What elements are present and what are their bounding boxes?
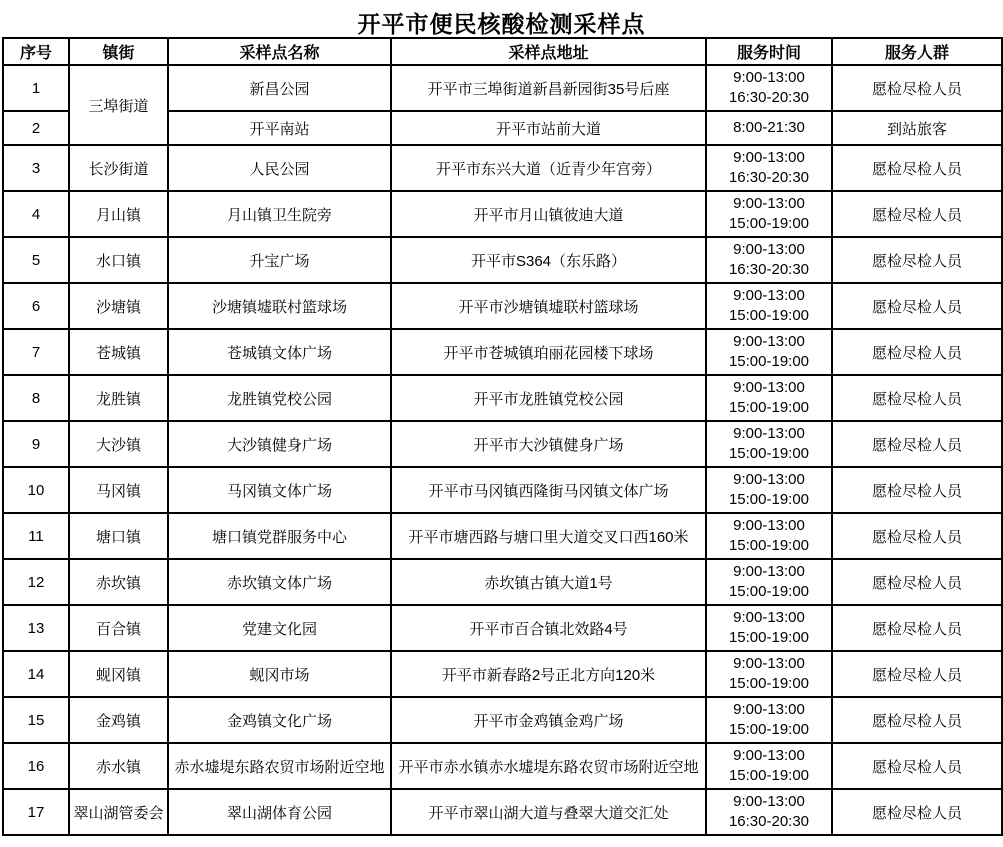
site-address-cell: 赤坎镇古镇大道1号 [391,559,706,605]
service-time-cell [706,191,832,237]
service-time-line: 9:00-13:00 [733,379,805,396]
service-time-cell [706,651,832,697]
site-name-cell: 开平南站 [168,111,391,145]
site-name-cell: 苍城镇文体广场 [168,329,391,375]
row-number-cell: 10 [3,467,69,513]
column-header-time: 服务时间 [706,38,832,65]
row-number-cell: 2 [3,111,69,145]
service-group-cell: 愿检尽检人员 [832,697,1002,743]
service-time-cell [706,145,832,191]
service-time-line: 15:00-19:00 [728,399,810,416]
service-time-line: 15:00-19:00 [728,537,810,554]
town-cell: 赤坎镇 [69,559,168,605]
service-group-cell: 愿检尽检人员 [832,651,1002,697]
town-cell: 金鸡镇 [69,697,168,743]
service-time-line: 9:00-13:00 [733,333,805,350]
service-group-cell: 愿检尽检人员 [832,605,1002,651]
service-time-line: 15:00-19:00 [728,675,810,692]
site-name-cell: 赤坎镇文体广场 [168,559,391,605]
service-time-line: 16:30-20:30 [728,89,810,106]
service-time-line: 15:00-19:00 [728,445,810,462]
service-time-line: 9:00-13:00 [733,241,805,258]
town-cell: 沙塘镇 [69,283,168,329]
service-time-line: 9:00-13:00 [733,425,805,442]
site-address-cell: 开平市赤水镇赤水墟堤东路农贸市场附近空地 [391,743,706,789]
service-group-cell: 愿检尽检人员 [832,743,1002,789]
service-time-cell [706,513,832,559]
table-row [3,697,1002,743]
town-cell: 长沙街道 [69,145,168,191]
service-time-line: 16:30-20:30 [728,813,810,830]
table-row [3,237,1002,283]
row-number-cell: 7 [3,329,69,375]
sampling-sites-table [2,37,1003,836]
table-row [3,559,1002,605]
service-group-cell: 愿检尽检人员 [832,191,1002,237]
site-address-cell: 开平市马冈镇西隆街马冈镇文体广场 [391,467,706,513]
row-number-cell: 14 [3,651,69,697]
service-time-cell [706,111,832,145]
service-time-line: 15:00-19:00 [728,491,810,508]
row-number-cell: 9 [3,421,69,467]
site-address-cell: 开平市百合镇北效路4号 [391,605,706,651]
service-time-cell [706,375,832,421]
service-time-line: 15:00-19:00 [728,353,810,370]
table-row [3,513,1002,559]
service-group-cell: 愿检尽检人员 [832,467,1002,513]
service-time-line: 15:00-19:00 [728,307,810,324]
town-cell: 翠山湖管委会 [69,789,168,835]
service-time-line: 9:00-13:00 [733,517,805,534]
site-name-cell: 大沙镇健身广场 [168,421,391,467]
service-time-cell [706,65,832,111]
column-header-town: 镇街 [69,38,168,65]
site-name-cell: 党建文化园 [168,605,391,651]
table-row [3,283,1002,329]
site-name-cell: 月山镇卫生院旁 [168,191,391,237]
town-cell: 龙胜镇 [69,375,168,421]
site-name-cell: 马冈镇文体广场 [168,467,391,513]
service-time-cell [706,329,832,375]
service-group-cell: 愿检尽检人员 [832,513,1002,559]
service-group-cell: 愿检尽检人员 [832,237,1002,283]
service-time-line: 9:00-13:00 [733,655,805,672]
town-cell: 塘口镇 [69,513,168,559]
site-address-cell: 开平市S364（东乐路） [391,237,706,283]
service-time-line: 9:00-13:00 [733,149,805,166]
site-address-cell: 开平市龙胜镇党校公园 [391,375,706,421]
town-cell: 大沙镇 [69,421,168,467]
site-address-cell: 开平市站前大道 [391,111,706,145]
service-time-line: 15:00-19:00 [728,629,810,646]
column-header-name: 采样点名称 [168,38,391,65]
row-number-cell: 3 [3,145,69,191]
service-time-line: 15:00-19:00 [728,721,810,738]
service-time-line: 15:00-19:00 [728,767,810,784]
site-name-cell: 龙胜镇党校公园 [168,375,391,421]
service-group-cell: 愿检尽检人员 [832,789,1002,835]
site-name-cell: 塘口镇党群服务中心 [168,513,391,559]
service-time-cell [706,743,832,789]
site-name-cell: 赤水墟堤东路农贸市场附近空地 [168,743,391,789]
table-header-row [3,38,1002,65]
site-name-cell: 人民公园 [168,145,391,191]
service-group-cell: 愿检尽检人员 [832,283,1002,329]
row-number-cell: 16 [3,743,69,789]
row-number-cell: 4 [3,191,69,237]
site-name-cell: 升宝广场 [168,237,391,283]
town-cell: 赤水镇 [69,743,168,789]
service-group-cell: 愿检尽检人员 [832,559,1002,605]
service-time-cell [706,237,832,283]
service-group-cell: 愿检尽检人员 [832,421,1002,467]
service-time-line: 8:00-21:30 [733,119,805,136]
row-number-cell: 8 [3,375,69,421]
site-address-cell: 开平市塘西路与塘口里大道交叉口西160米 [391,513,706,559]
table-row [3,421,1002,467]
site-address-cell: 开平市翠山湖大道与叠翠大道交汇处 [391,789,706,835]
service-group-cell: 愿检尽检人员 [832,145,1002,191]
table-row [3,743,1002,789]
column-header-group: 服务人群 [832,38,1002,65]
service-time-line: 16:30-20:30 [728,169,810,186]
town-cell: 三埠街道 [69,65,168,145]
service-time-line: 9:00-13:00 [733,195,805,212]
row-number-cell: 13 [3,605,69,651]
site-address-cell: 开平市东兴大道（近青少年宫旁） [391,145,706,191]
service-time-line: 9:00-13:00 [733,701,805,718]
row-number-cell: 15 [3,697,69,743]
service-time-line: 9:00-13:00 [733,287,805,304]
town-cell: 水口镇 [69,237,168,283]
service-time-cell [706,467,832,513]
site-name-cell: 金鸡镇文化广场 [168,697,391,743]
table-row [3,329,1002,375]
site-address-cell: 开平市新春路2号正北方向120米 [391,651,706,697]
town-cell: 马冈镇 [69,467,168,513]
service-time-line: 9:00-13:00 [733,609,805,626]
site-name-cell: 沙塘镇墟联村篮球场 [168,283,391,329]
service-time-cell [706,559,832,605]
service-time-cell [706,789,832,835]
page-title: 开平市便民核酸检测采样点 [357,11,646,37]
site-name-cell: 翠山湖体育公园 [168,789,391,835]
table-body [3,65,1002,835]
town-cell: 百合镇 [69,605,168,651]
service-time-cell [706,605,832,651]
column-header-index: 序号 [3,38,69,65]
service-time-line: 16:30-20:30 [728,261,810,278]
site-name-cell: 新昌公园 [168,65,391,111]
town-cell: 蚬冈镇 [69,651,168,697]
service-group-cell: 愿检尽检人员 [832,375,1002,421]
site-address-cell: 开平市三埠街道新昌新园街35号后座 [391,65,706,111]
row-number-cell: 1 [3,65,69,111]
service-time-line: 15:00-19:00 [728,583,810,600]
site-address-cell: 开平市大沙镇健身广场 [391,421,706,467]
site-address-cell: 开平市沙塘镇墟联村篮球场 [391,283,706,329]
table-row [3,789,1002,835]
service-group-cell: 愿检尽检人员 [832,65,1002,111]
table-row [3,375,1002,421]
table-row [3,467,1002,513]
row-number-cell: 12 [3,559,69,605]
service-time-line: 15:00-19:00 [728,215,810,232]
row-number-cell: 11 [3,513,69,559]
town-cell: 月山镇 [69,191,168,237]
site-name-cell: 蚬冈市场 [168,651,391,697]
table-row [3,651,1002,697]
row-number-cell: 6 [3,283,69,329]
service-group-cell: 愿检尽检人员 [832,329,1002,375]
service-time-line: 9:00-13:00 [733,563,805,580]
service-time-line: 9:00-13:00 [733,69,805,86]
site-address-cell: 开平市月山镇彼迪大道 [391,191,706,237]
site-address-cell: 开平市苍城镇珀丽花园楼下球场 [391,329,706,375]
town-cell: 苍城镇 [69,329,168,375]
service-group-cell: 到站旅客 [832,111,1002,145]
row-number-cell: 5 [3,237,69,283]
table-row [3,65,1002,111]
site-address-cell: 开平市金鸡镇金鸡广场 [391,697,706,743]
service-time-cell [706,697,832,743]
service-time-line: 9:00-13:00 [733,471,805,488]
column-header-address: 采样点地址 [391,38,706,65]
row-number-cell: 17 [3,789,69,835]
service-time-cell [706,283,832,329]
table-row [3,145,1002,191]
service-time-line: 9:00-13:00 [733,747,805,764]
service-time-line: 9:00-13:00 [733,793,805,810]
table-row [3,605,1002,651]
service-time-cell [706,421,832,467]
table-row [3,191,1002,237]
